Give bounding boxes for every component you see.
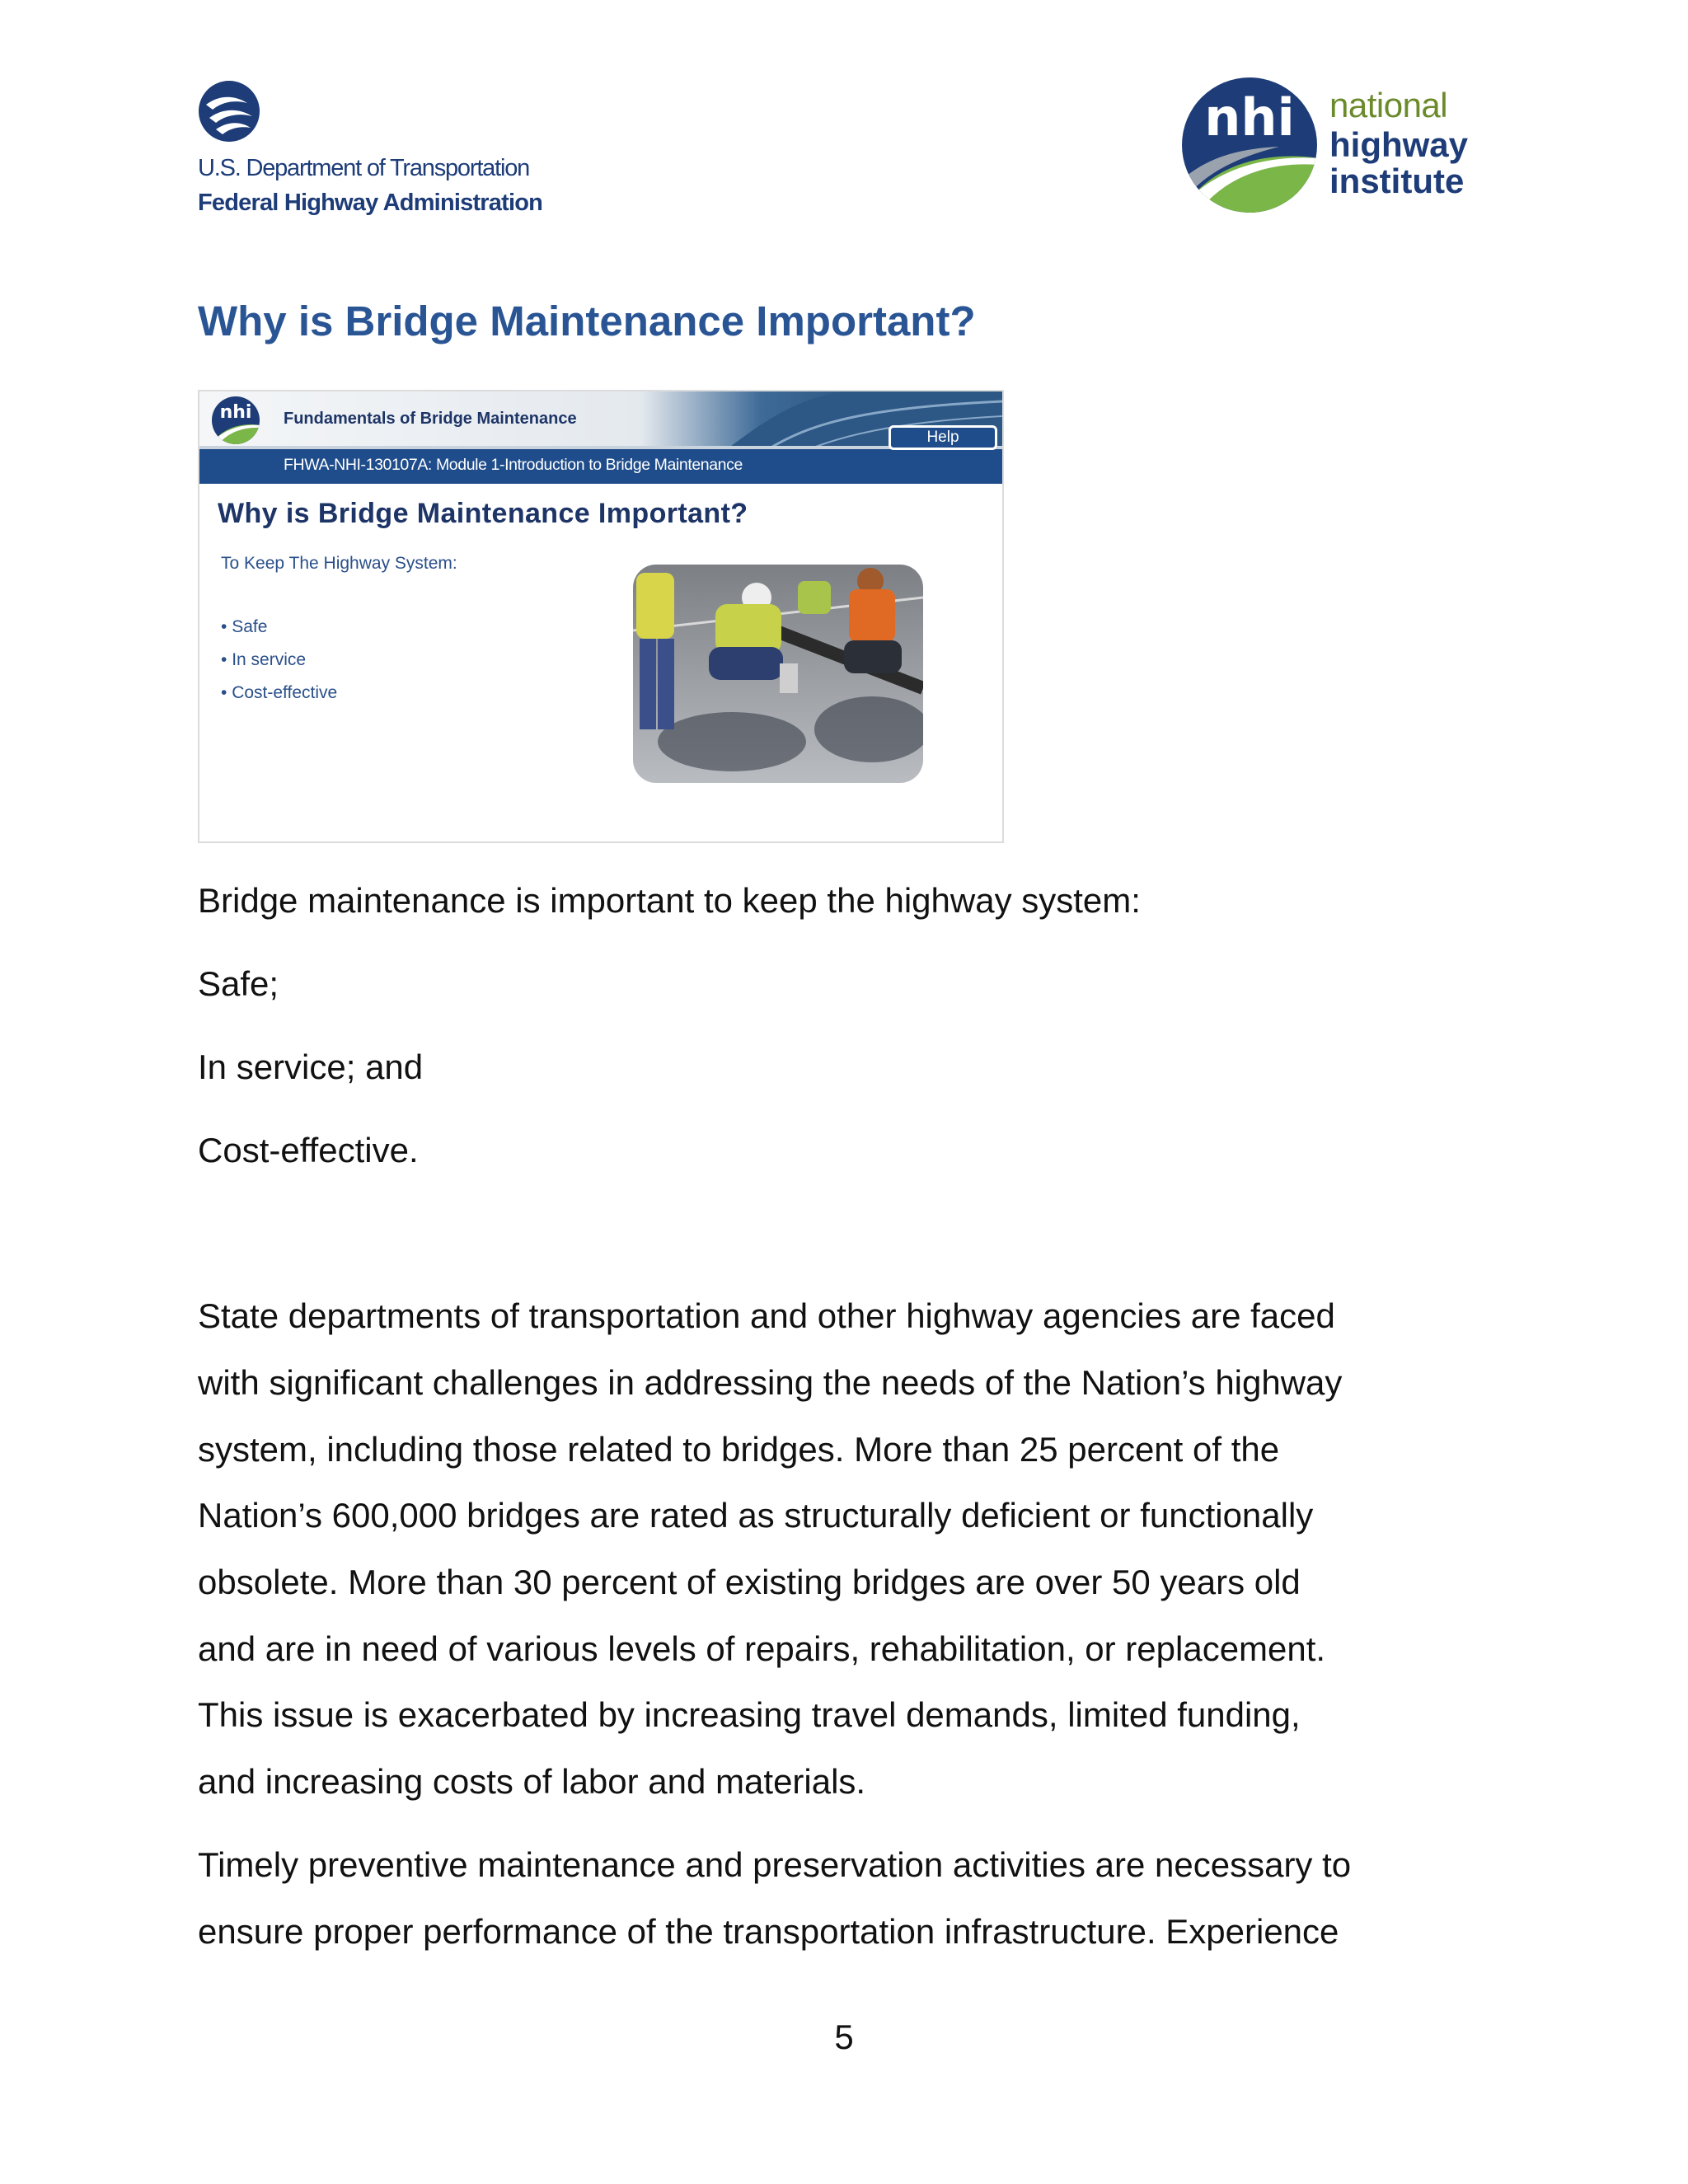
page-title: Why is Bridge Maintenance Important?	[198, 298, 976, 344]
dot-logo-icon	[198, 80, 260, 143]
paragraph-line: Nation’s 600,000 bridges are rated as structurally deficient or functionally	[198, 1496, 1314, 1535]
body-item: Safe;	[198, 964, 279, 1003]
slide-help-button: Help	[889, 425, 997, 450]
nhi-word-institute: institute	[1329, 162, 1465, 200]
slide-nhi-logo-icon	[211, 396, 260, 445]
paragraph-line: This issue is exacerbated by increasing travel demands, limited funding,	[198, 1695, 1301, 1734]
slide-course-title: Fundamentals of Bridge Maintenance	[284, 410, 577, 428]
paragraph-line: system, including those related to bridges. More than 25 percent of the	[198, 1430, 1280, 1469]
nhi-word-highway: highway	[1329, 125, 1469, 164]
slide-nhi-logo-text: nhi	[219, 402, 252, 423]
paragraph-line: and increasing costs of labor and materials.	[198, 1762, 866, 1801]
slide-screenshot	[198, 390, 1004, 843]
page-number: 5	[834, 2018, 854, 2056]
slide-bullet: • Safe	[221, 617, 268, 636]
body-item: In service; and	[198, 1047, 424, 1086]
slide-module-title: FHWA-NHI-130107A: Module 1-Introduction to Bridge Maintenance	[284, 456, 743, 474]
nhi-logo-text: nhi	[1204, 87, 1295, 148]
dot-department-name: U.S. Department of Transportation	[198, 155, 530, 181]
paragraph-line: Timely preventive maintenance and preservation activities are necessary to	[198, 1845, 1352, 1884]
slide-heading: Why is Bridge Maintenance Important?	[218, 498, 748, 529]
nhi-logo-icon	[1180, 76, 1319, 214]
paragraph-line: State departments of transportation and other highway agencies are faced	[198, 1296, 1335, 1335]
paragraph-line: and are in need of various levels of repairs, rehabilitation, or replacement.	[198, 1629, 1326, 1668]
nhi-word-national: national	[1329, 86, 1448, 124]
paragraph-line: with significant challenges in addressing the needs of the Nation’s highway	[198, 1363, 1343, 1402]
body-item: Cost-effective.	[198, 1131, 419, 1169]
paragraph-line: obsolete. More than 30 percent of existing bridges are over 50 years old	[198, 1563, 1301, 1601]
bridge-workers-photo	[633, 565, 923, 783]
paragraph-line: ensure proper performance of the transportation infrastructure. Experience	[198, 1912, 1339, 1951]
body-intro: Bridge maintenance is important to keep the highway system:	[198, 881, 1141, 920]
fhwa-name: Federal Highway Administration	[198, 190, 543, 216]
slide-intro: To Keep The Highway System:	[221, 554, 457, 573]
slide-bullet: • Cost-effective	[221, 683, 338, 702]
slide-bullet: • In service	[221, 650, 307, 669]
